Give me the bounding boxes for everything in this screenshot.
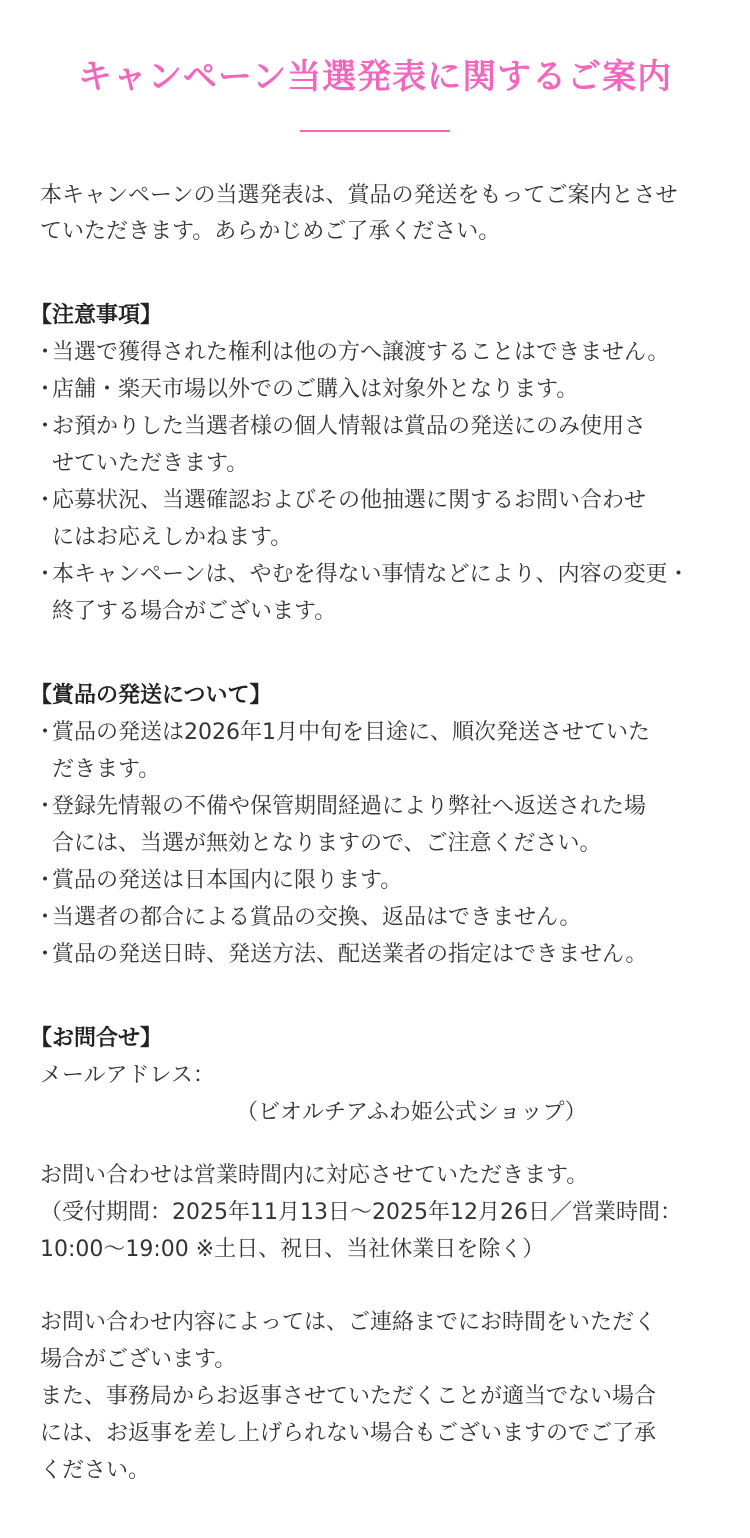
list-item-text: 合には、当選が無効となりますので、ご注意ください。 [52,831,602,856]
list-item-text: せていただきます。 [52,451,249,476]
bullet-mark: ・ [34,720,57,745]
list-item [34,482,710,556]
list-item [34,862,710,899]
email-label: メールアドレス： [40,1063,215,1088]
bullet-mark: ・ [34,562,57,587]
notes-section [30,298,710,630]
notice-line: には、お返事を差し上げられない場合もございますのでご了承 [40,1421,657,1446]
list-item [34,334,710,371]
notice-line: 場合がございます。 [40,1347,237,1372]
bullet-mark: ・ [34,942,57,967]
contact-section [30,1021,710,1489]
bullet-mark: ・ [34,868,57,893]
hours-line: （受付期間：2025年11月13日～2025年12月26日／営業時間： [40,1200,682,1225]
bullet-mark: ・ [34,414,57,439]
business-hours-paragraph [40,1157,710,1268]
intro-line: ていただきます。あらかじめご了承ください。 [40,219,501,244]
notice-line: お問い合わせ内容によっては、ご連絡までにお時間をいただく [40,1310,657,1335]
title-underline [300,130,450,132]
bullet-mark: ・ [34,488,57,513]
notice-line: ください。 [40,1458,151,1483]
list-item-text: 終了する場合がございます。 [52,599,337,624]
notes-heading: 【注意事項】 [30,303,163,328]
list-item [34,788,710,862]
intro-paragraph [40,178,710,250]
list-item-text: にはお応えしかねます。 [52,525,293,550]
shipping-section [30,678,710,973]
list-item-text: 当選で獲得された権利は他の方へ譲渡することはできません。 [52,340,670,365]
list-item-text: 賞品の発送は2026年1月中旬を目途に、順次発送させていた [52,720,650,745]
shop-name: （ビオルチアふわ姫公式ショップ） [236,1100,587,1125]
list-item-text: 賞品の発送日時、発送方法、配送業者の指定はできません。 [52,942,648,967]
list-item-text: お預かりした当選者様の個人情報は賞品の発送にのみ使用さ [52,414,647,439]
list-item [34,714,710,788]
list-item-text: 店舗・楽天市場以外でのご購入は対象外となります。 [52,377,579,402]
bullet-mark: ・ [34,905,57,930]
list-item [34,899,710,936]
shipping-heading: 【賞品の発送について】 [30,683,272,708]
list-item-text: だきます。 [52,757,161,782]
contact-email-block [40,1057,710,1131]
reply-notice-paragraph [40,1304,710,1489]
hours-line: お問い合わせは営業時間内に対応させていただきます。 [40,1163,589,1188]
hours-line: 10:00～19:00 ※土日、祝日、当社休業日を除く） [40,1237,545,1262]
bullet-mark: ・ [34,794,57,819]
notice-line: また、事務局からお返事させていただくことが適当でない場合 [40,1384,657,1409]
notes-list [34,334,710,630]
list-item-text: 当選者の都合による賞品の交換、返品はできません。 [52,905,582,930]
list-item [34,408,710,482]
list-item-text: 賞品の発送は日本国内に限ります。 [52,868,403,893]
intro-line: 本キャンペーンの当選発表は、賞品の発送をもってご案内とさせ [40,183,678,208]
list-item [34,371,710,408]
contact-heading: 【お問合せ】 [30,1026,163,1051]
shipping-list [34,714,710,973]
list-item-text: 応募状況、当選確認およびその他抽選に関するお問い合わせ [52,488,647,513]
list-item [34,936,710,973]
list-item-text: 登録先情報の不備や保管期間経過により弊社へ返送された場 [52,794,647,819]
list-item [34,556,710,630]
bullet-mark: ・ [34,377,57,402]
list-item-text: 本キャンペーンは、やむを得ない事情などにより、内容の変更・ [52,562,690,587]
page-title: キャンペーン当選発表に関するご案内 [77,57,673,97]
bullet-mark: ・ [34,340,57,365]
